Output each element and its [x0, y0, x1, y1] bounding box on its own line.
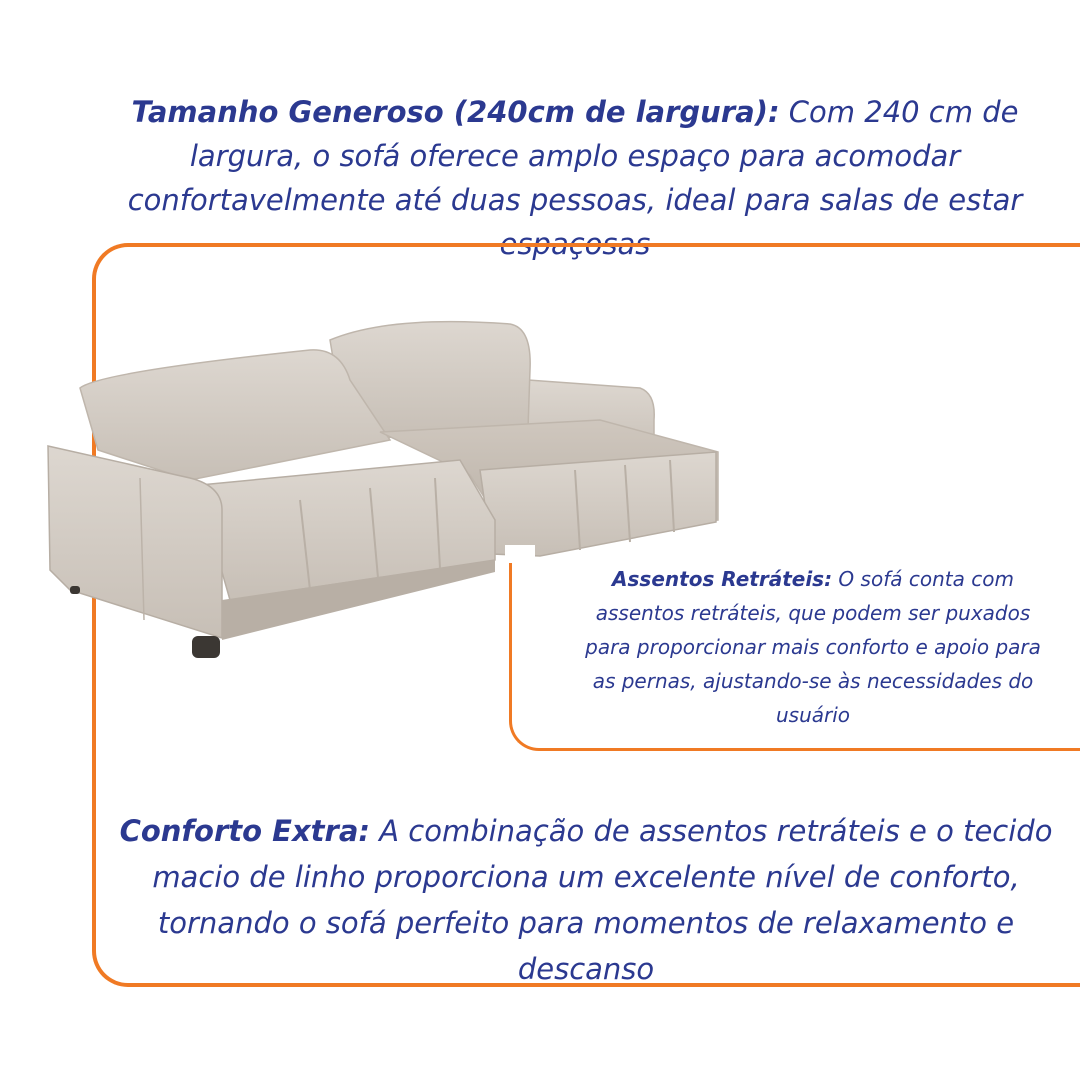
retractable-description [578, 562, 1048, 732]
retractable-heading: Assentos Retráteis: [612, 567, 833, 591]
size-body: Com 240 cm de largura, o sofá oferece amplo espaço para acomodar confortavelmente até duas pessoas, ideal para salas de estar espaçosas [127, 95, 1023, 261]
retractable-body: O sofá conta com assentos retráteis, que podem ser puxados para proporcionar mais conforto e apoio para as pernas, ajustando-se às necessidades do usuário [585, 567, 1041, 727]
size-description [92, 90, 1058, 266]
size-heading: Tamanho Generoso (240cm de largura): [131, 95, 780, 129]
frame-gap [505, 545, 535, 563]
comfort-heading: Conforto Extra: [119, 814, 370, 848]
comfort-description [106, 808, 1066, 992]
comfort-body: A combinação de assentos retráteis e o tecido macio de linho proporciona um excelente nível de conforto, tornando o sofá perfeito para momentos de relaxamento e descanso [152, 814, 1053, 986]
